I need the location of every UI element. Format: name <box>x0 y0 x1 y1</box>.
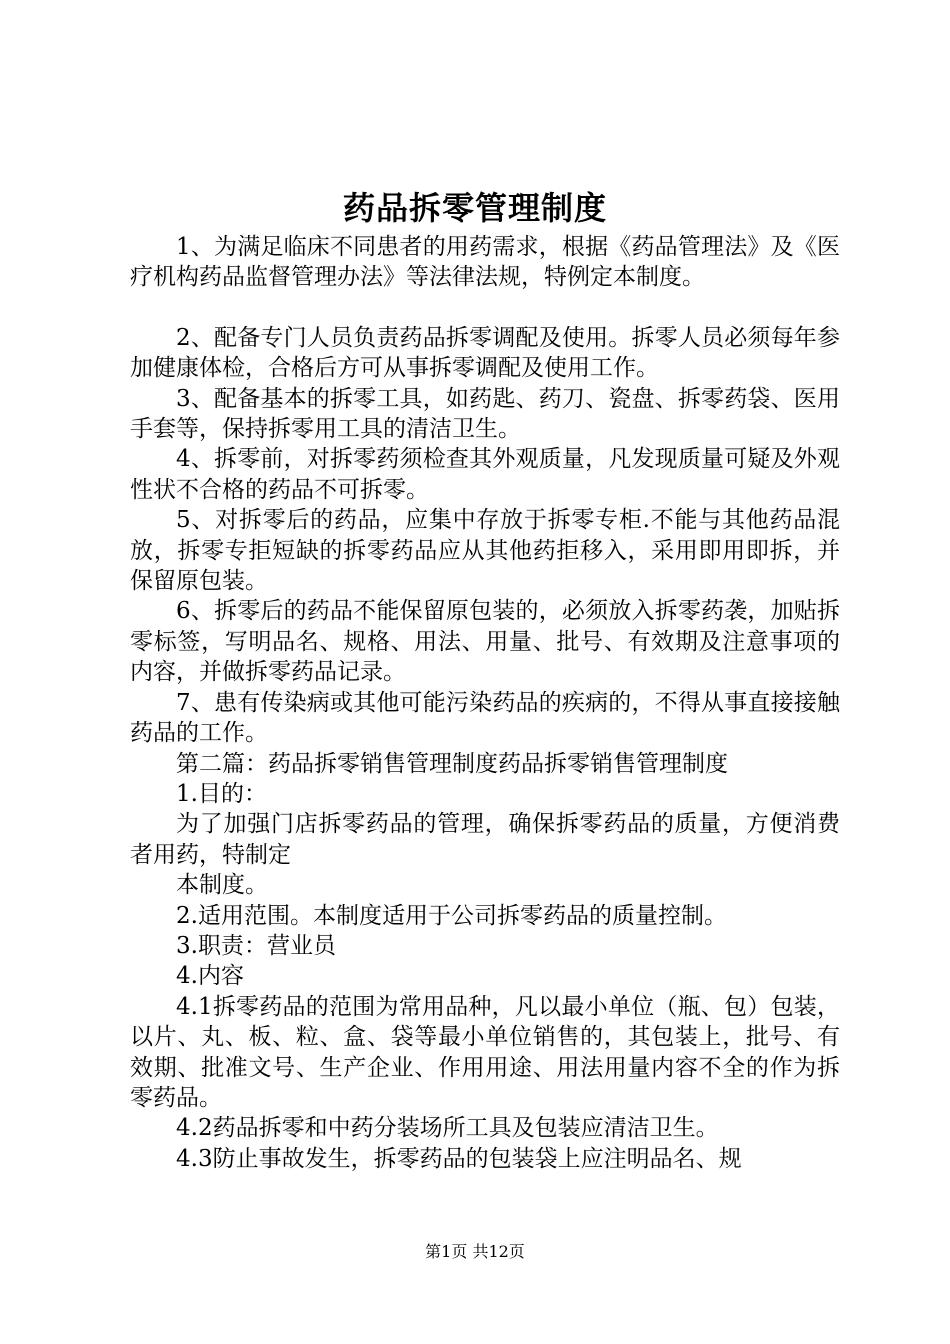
paragraph-1: 1、为满足临床不同患者的用药需求，根据《药品管理法》及《医疗机构药品监督管理办法》等法律法规，特例定本制度。 <box>130 234 840 291</box>
paragraph-scope: 2.适用范围。本制度适用于公司拆零药品的质量控制。 <box>176 902 727 929</box>
paragraph-purpose-cont: 本制度。 <box>176 872 268 899</box>
paragraph-purpose: 为了加强门店拆零药品的管理，确保拆零药品的质量，方便消费者用药，特制定 <box>130 811 840 868</box>
page-footer: 第1页 共12页 <box>425 1242 525 1261</box>
document-body <box>130 232 840 1174</box>
section-heading: 第二篇：药品拆零销售管理制度药品拆零销售管理制度 <box>176 750 728 777</box>
paragraph-7: 7、患有传染病或其他可能污染药品的疾病的，不得从事直接接触药品的工作。 <box>130 689 840 747</box>
paragraph-4-1: 4.1拆零药品的范围为常用品种，凡以最小单位（瓶、包）包装，以片、丸、板、粒、盒、袋等最小单位销售的，其包装上，批号、有效期、批准文号、生产企业、作用用途、用法用量内容不全的作为拆零药品。 <box>130 993 840 1111</box>
paragraph-5: 5、对拆零后的药品，应集中存放于拆零专柜.不能与其他药品混放，拆零专拒短缺的拆零药品应从其他药拒移入，采用即用即拆，并保留原包装。 <box>130 507 840 595</box>
paragraph-6: 6、拆零后的药品不能保留原包装的，必须放入拆零药袭，加贴拆零标签，写明品名、规格、用法、用量、批号、有效期及注意事项的内容，并做拆零药品记录。 <box>130 598 840 686</box>
paragraph-2: 2、配备专门人员负责药品拆零调配及使用。拆零人员必须每年参加健康体检，合格后方可从事拆零调配及使用工作。 <box>130 324 840 382</box>
paragraph-4: 4、拆零前，对拆零药须检查其外观质量，凡发现质量可疑及外观性状不合格的药品不可拆零。 <box>130 446 840 503</box>
document-title: 药品拆零管理制度 <box>342 189 607 227</box>
paragraph-purpose-heading: 1.目的： <box>176 780 267 807</box>
paragraph-4-3: 4.3防止事故发生，拆零药品的包装袋上应注明品名、规 <box>176 1145 742 1172</box>
paragraph-4-2: 4.2药品拆零和中药分装场所工具及包装应清洁卫生。 <box>176 1115 719 1142</box>
paragraph-duty: 3.职责：营业员 <box>176 932 336 959</box>
paragraph-3: 3、配备基本的拆零工具，如药匙、药刀、瓷盘、拆零药袋、医用手套等，保持拆零用工具的清洁卫生。 <box>130 385 840 443</box>
paragraph-content-heading: 4.内容 <box>176 963 244 990</box>
